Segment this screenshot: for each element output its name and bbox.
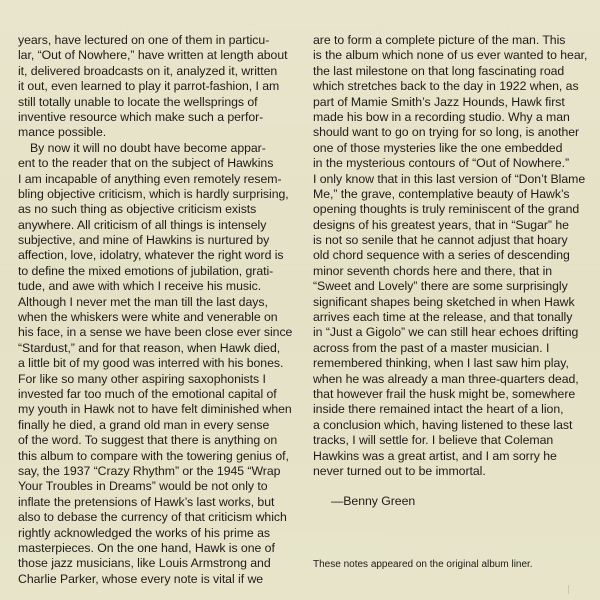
text-line: lar, “Out of Nowhere,” have written at length about bbox=[18, 48, 288, 63]
text-line: his face, in a sense we have been close ever since bbox=[18, 325, 293, 340]
text-line: “Sweet and Lovely” there are some surprisingly bbox=[313, 279, 568, 294]
text-line: opening thoughts is truly reminiscent of the grand bbox=[313, 202, 580, 217]
text-line: it out, even learned to play it parrot-fashion, I am bbox=[18, 79, 280, 94]
paragraph-start-line: By now it will no doubt have become appar- bbox=[30, 140, 266, 155]
text-line: still totally unable to locate the wellsprings of bbox=[18, 94, 258, 109]
text-line: “Stardust,” and for that reason, when Hawk died, bbox=[18, 340, 281, 355]
text-line: finally he died, a grand old man in every sense bbox=[18, 417, 270, 432]
text-line: a conclusion which, having listened to these last bbox=[313, 417, 573, 432]
text-line: masterpieces. On the one hand, Hawk is one of bbox=[18, 540, 275, 555]
text-line: when he was already a man three-quarters dead, bbox=[313, 371, 579, 386]
text-line: designs of his greatest years, that in “Sugar” he bbox=[313, 217, 569, 232]
text-line: Me,” the grave, contemplative beauty of Hawk’s bbox=[313, 186, 570, 201]
text-line: say, the 1937 “Crazy Rhythm” or the 1945 “Wrap bbox=[18, 463, 281, 478]
text-line: inside there remained intact the heart of a lion, bbox=[313, 402, 564, 417]
spacer bbox=[313, 479, 585, 494]
text-line: that however frail the husk might be, somewhere bbox=[313, 386, 576, 401]
text-line: minor seventh chords here and there, that in bbox=[313, 263, 553, 278]
text-line: remembered thinking, when I last saw him play, bbox=[313, 356, 569, 371]
text-line: rightly acknowledged the works of his prime as bbox=[18, 525, 270, 540]
text-line: the last milestone on that long fascinating road bbox=[313, 63, 565, 78]
text-line: old chord sequence with a series of descending bbox=[313, 248, 570, 263]
text-line: as no such thing as objective criticism exists bbox=[18, 202, 257, 217]
text-line: to define the mixed emotions of jubilation, grati- bbox=[18, 263, 274, 278]
text-line: anywhere. All criticism of all things is intensely bbox=[18, 217, 267, 232]
text-line: part of Mamie Smith’s Jazz Hounds, Hawk first bbox=[313, 94, 565, 109]
text-line: inflate the pretensions of Hawk’s last works, but bbox=[18, 494, 275, 509]
text-line: one of those mysteries like the one embedded bbox=[313, 140, 563, 155]
text-line: it, delivered broadcasts on it, analyzed it, written bbox=[18, 63, 278, 78]
text-line: is not so senile that he cannot adjust that hoary bbox=[313, 233, 568, 248]
text-line: invested far too much of the emotional capital of bbox=[18, 386, 277, 401]
text-line: subjective, and mine of Hawkins is nurtured by bbox=[18, 233, 270, 248]
text-line: also to debase the currency of that criticism which bbox=[18, 510, 287, 525]
text-line: bling objective criticism, which is hardly surprising, bbox=[18, 186, 289, 201]
paper-mark bbox=[568, 585, 572, 594]
text-line: For like so many other aspiring saxophonists I bbox=[18, 371, 266, 386]
text-line: this album to compare with the towering genius of, bbox=[18, 448, 289, 463]
text-line: mance possible. bbox=[18, 125, 107, 140]
text-line: tracks, I will settle for. I believe that Coleman bbox=[313, 433, 554, 448]
text-line: Hawkins was a great artist, and I am sorry he bbox=[313, 448, 557, 463]
text-line: Although I never met the man till the last days, bbox=[18, 294, 268, 309]
text-line: tude, and awe with which I receive his music. bbox=[18, 279, 262, 294]
text-line: is the album which none of us ever wanted to hear, bbox=[313, 48, 588, 63]
text-line: ent to the reader that on the subject of Hawkins bbox=[18, 156, 274, 171]
text-line: should want to go on trying for so long, is another bbox=[313, 125, 580, 140]
text-line: Your Troubles in Dreams” would be not only to bbox=[18, 479, 268, 494]
text-line: arrives each time at the release, and that tonally bbox=[313, 310, 573, 325]
text-line: I only know that in this last version of “Don’t Blame bbox=[313, 171, 586, 186]
text-line: are to form a complete picture of the man. This bbox=[313, 33, 566, 47]
text-line: my youth in Hawk not to have felt diminished when bbox=[18, 402, 292, 417]
footnote: These notes appeared on the original album liner. bbox=[313, 559, 533, 570]
text-line: a little bit of my good was interred with his bones. bbox=[18, 356, 284, 371]
text-line: years, have lectured on one of them in particu- bbox=[18, 33, 270, 47]
text-line: Charlie Parker, whose every note is vital if we bbox=[18, 571, 264, 586]
text-line: inventive resource which make such a perfor- bbox=[18, 109, 264, 124]
text-line: in the mysterious contours of “Out of Nowhere.” bbox=[313, 156, 569, 171]
text-line: when the whiskers were white and venerable on bbox=[18, 310, 278, 325]
text-line: in “Just a Gigolo” we can still hear echoes drifting bbox=[313, 325, 579, 340]
text-line: made his bow in a recording studio. Why a man bbox=[313, 109, 570, 124]
right-text-column bbox=[313, 33, 588, 510]
text-line: across from the past of a master musician. I bbox=[313, 340, 550, 355]
text-line: I am incapable of anything even remotely resem- bbox=[18, 171, 282, 186]
text-line: significant shapes being sketched in when Hawk bbox=[313, 294, 575, 309]
text-line: of the word. To suggest that there is anything on bbox=[18, 433, 278, 448]
left-text-column bbox=[18, 33, 300, 587]
text-line: never turned out to be immortal. bbox=[313, 463, 486, 478]
text-line: affection, love, idolatry, whatever the right word is bbox=[18, 248, 284, 263]
author-signature: —Benny Green bbox=[331, 494, 416, 509]
text-line: which stretches back to the day in 1922 when, as bbox=[313, 79, 579, 94]
text-line: those jazz musicians, like Louis Armstrong and bbox=[18, 556, 271, 571]
